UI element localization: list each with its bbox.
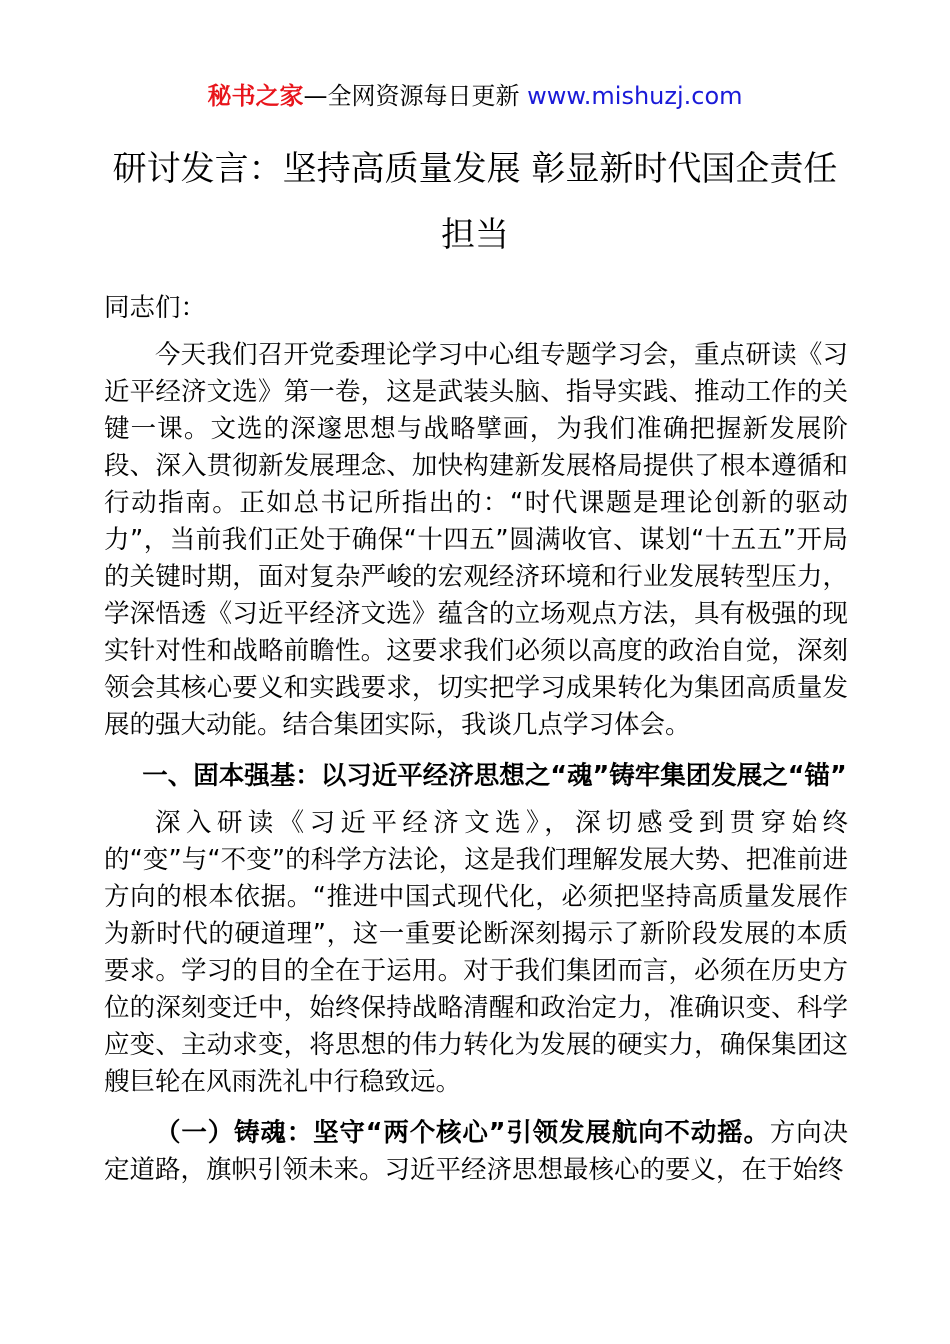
intro-paragraph: 今天我们召开党委理论学习中心组专题学习会，重点研读《习近平经济文选》第一卷，这是武装头脑、指导实践、推动工作的关键一课。文选的深邃思想与战略擘画，为我们准确把握新发展阶段、深入贯彻新发展理念、加快构建新发展格局提供了根本遵循和行动指南。正如总书记所指出的：“时代课题是理论创新的驱动力”，当前我们正处于确保“十四五”圆满收官、谋划“十五五”开局的关键时期，面对复杂严峻的宏观经济环境和行业发展转型压力，学深悟透《习近平经济文选》蕴含的立场观点方法，具有极强的现实针对性和战略前瞻性。这要求我们必须以高度的政治自觉，深刻领会其核心要义和实践要求，切实把学习成果转化为集团高质量发展的强大动能。结合集团实际，我谈几点学习体会。	[104, 340, 848, 740]
subsection-heading-1: （一）铸魂：坚守“两个核心”引领发展航向不动摇。	[155, 1118, 770, 1148]
subsection-1-paragraph	[104, 1115, 848, 1189]
subsection-1-text: 方向决定道路，旗帜引领未来。习近平经济思想最核心的要义，在于始终	[104, 1118, 848, 1185]
site-url: www.mishuzj.com	[527, 82, 743, 110]
site-header	[0, 80, 950, 112]
section-1-paragraph: 深入研读《习近平经济文选》，深切感受到贯穿始终的“变”与“不变”的科学方法论，这是我们理解发展大势、把准前进方向的根本依据。“推进中国式现代化，必须把坚持高质量发展作为新时代的硬道理”，这一重要论断深刻揭示了新阶段发展的本质要求。学习的目的全在于运用。对于我们集团而言，必须在历史方位的深刻变迁中，始终保持战略清醒和政治定力，准确识变、科学应变、主动求变，将思想的伟力转化为发展的硬实力，确保集团这艘巨轮在风雨洗礼中行稳致远。	[104, 808, 848, 1097]
greeting: 同志们：	[104, 293, 207, 323]
document-body	[104, 290, 848, 1189]
header-tagline: —全网资源每日更新	[303, 82, 528, 110]
brand-name: 秘书之家	[207, 82, 304, 110]
section-heading-1: 一、固本强基：以习近平经济思想之“魂”铸牢集团发展之“锚”	[142, 761, 847, 791]
document-title: 研讨发言：坚持高质量发展 彰显新时代国企责任担当	[112, 149, 838, 255]
